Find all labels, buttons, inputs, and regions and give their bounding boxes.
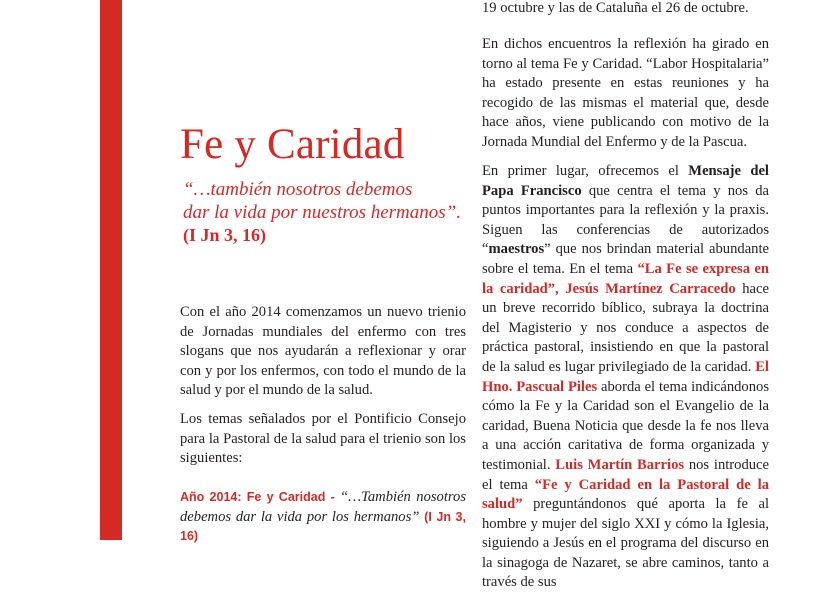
theme-separator: - [325, 490, 341, 504]
p2-text-c: que centra el tema y nos da puntos importantes para la reflexión y la praxis. Siguen las conferencias de autorizados “ [482, 182, 769, 258]
theme-reference: (I Jn 3, 16) [180, 509, 466, 544]
themes-text: Los temas señalados por el Pontificio Consejo para la Pastoral de la salud para el trienio son los siguientes: [180, 411, 466, 467]
right-text-1: En dichos encuentros la reflexión ha girado en torno al tema Fe y Caridad. “Labor Hospitalaria” ha estado presente en estas reuniones y ha recogido de las mismas el material que, desde hace años, viene publicando con motivo de la Jornada Mundial del Enfermo y de la Pascua. [482, 36, 769, 150]
p2-text-m: preguntándonos qué aporta la fe al hombre y mujer del siglo XXI y cómo la Iglesia, siguiendo a Jesús en el programa del discurso en la sinagoga de Nazaret, se abre caminos, tanto a través de sus [482, 496, 769, 591]
p2-text-k: nos introduce el tema [482, 456, 769, 493]
epigraph-reference: (I Jn 3, 16) [183, 225, 267, 245]
epigraph-line-1: “…también nosotros debemos [183, 179, 413, 200]
intro-paragraph [180, 303, 466, 401]
theme-year-label: Año 2014: Fe y Caridad [180, 490, 326, 504]
red-margin-bar [100, 0, 122, 540]
theme-quote: “…También nosotros debemos dar la vida por los hermanos” [180, 489, 467, 525]
conference-1-title-author: “La Fe se expresa en la caridad”, Jesús Martínez Carracedo [482, 260, 769, 297]
p2-text-e: ” que nos brindan material abundante sobre el tema. En el tema [482, 241, 769, 277]
right-text-0: 19 octubre y las de Cataluña el 26 de octubre. [482, 0, 749, 16]
article-epigraph [183, 178, 461, 247]
intro-text: Con el año 2014 comenzamos un nuevo trienio de Jornadas mundiales del enfermo con tres slogans que nos ayudarán a reflexionar y orar con y por los enfermos, con todo el mundo de la salud y por el mundo de la salud. [180, 304, 466, 399]
maestros-label: maestros [488, 241, 545, 258]
right-paragraph-1 [482, 35, 769, 153]
conference-3-author: Luis Martín Barrios [555, 456, 685, 473]
article-title: Fe y Caridad [180, 121, 405, 168]
themes-paragraph [180, 410, 466, 469]
theme-item-2014 [180, 488, 466, 547]
right-paragraph-2 [482, 162, 769, 593]
right-paragraph-0 [482, 0, 769, 19]
p2-text-a: En primer lugar, ofrecemos el [482, 163, 689, 179]
p2-text-i: aborda el tema indicándonos cómo la Fe y la Caridad son el Evangelio de la caridad, Buena Noticia que desde la fe nos lleva a una acción caritativa de forma organizada y testimonial. [482, 378, 770, 473]
conference-2-author: El Hno. Pascual Piles [482, 358, 769, 395]
epigraph-line-2: dar la vida por nuestros hermanos”. [183, 202, 461, 223]
conference-3-title: “Fe y Caridad en la Pastoral de la salud” [482, 476, 769, 513]
pope-message-label: Mensaje del Papa Francisco [482, 163, 769, 199]
p2-text-g: hace un breve recorrido bíblico, subraya la doctrina del Magisterio y nos conduce a aspectos de práctica pastoral, insistiendo en que la pastoral de la salud es lugar privilegiado de la caridad. [482, 280, 769, 375]
